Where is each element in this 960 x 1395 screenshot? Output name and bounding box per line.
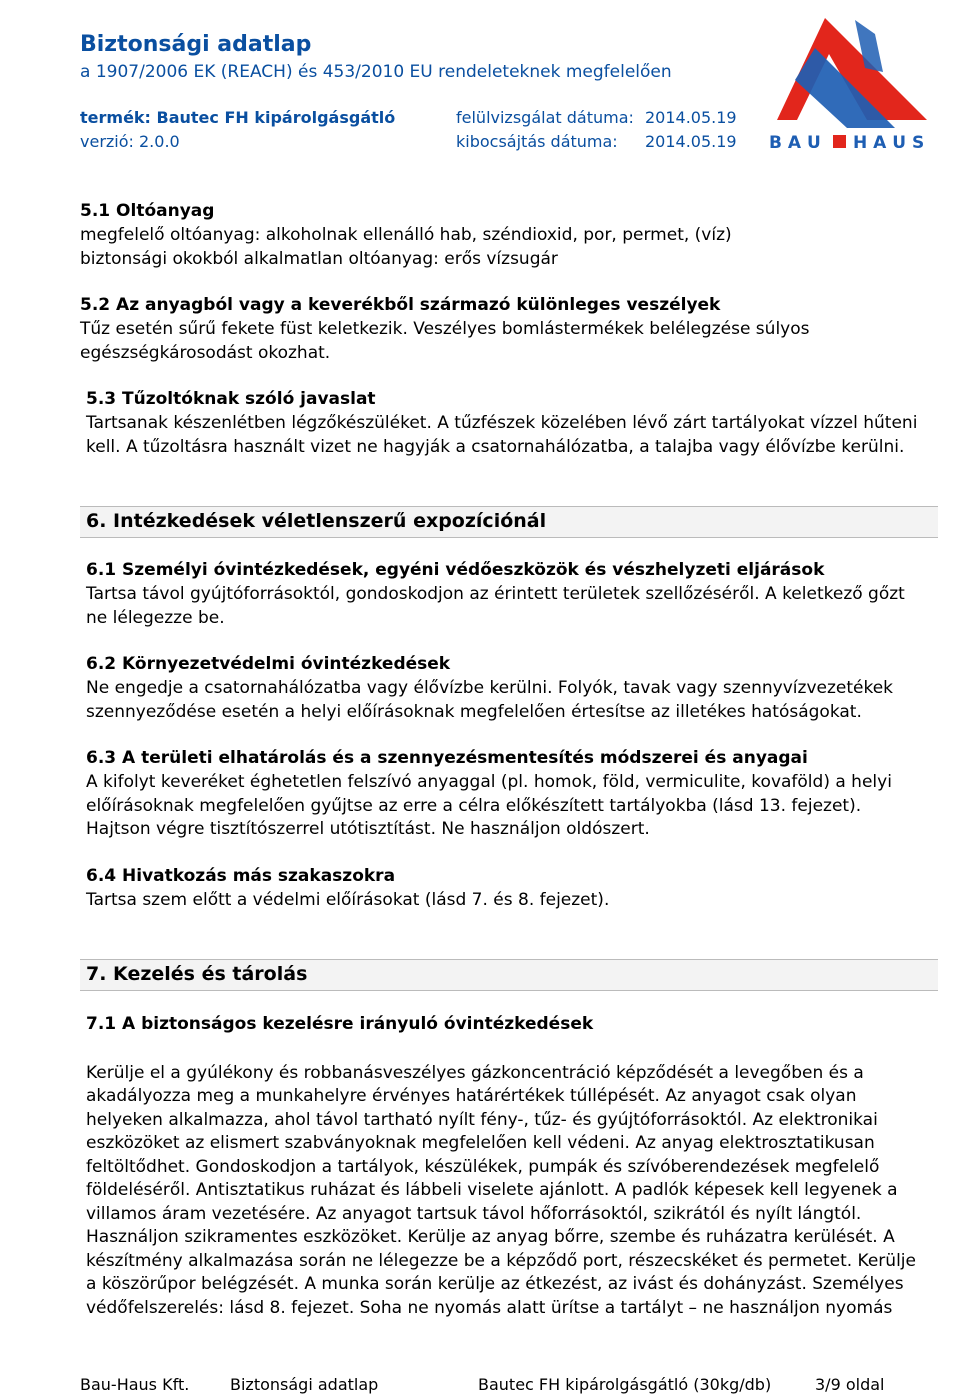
section-6-2-title: 6.2 Környezetvédelmi óvintézkedések (86, 654, 451, 674)
section-7-1-line: akadályozza meg a munkahelyre érvényes határértékek túllépését. Az anyagot csak olyan (86, 1086, 857, 1106)
section-7-1-line: feltöltődhet. Gondoskodjon a tartályok, készülékek, pumpák és szívóberendezések megfelelő (86, 1157, 880, 1177)
section-5-3-line: kell. A tűzoltásra használt vizet ne hagyják a csatornahálózatba, a talajba vagy élővízbe kerülni. (86, 437, 905, 457)
footer-page-number: 3/9 oldal (815, 1375, 885, 1394)
version-label: verzió: 2.0.0 (80, 132, 180, 151)
footer-product: Bautec FH kipárolgásgátló (30kg/db) (478, 1375, 772, 1394)
bauhaus-logo (755, 10, 955, 160)
logo-wordmark (769, 133, 924, 153)
section-5-1-line: biztonsági okokból alkalmatlan oltóanyag: erős vízsugár (80, 249, 558, 269)
issue-date-label: kibocsájtás dátuma: (456, 132, 618, 151)
section-5-1-line: megfelelő oltóanyag: alkoholnak ellenálló hab, széndioxid, por, permet, (víz) (80, 225, 732, 245)
section-6-4-line: Tartsa szem előtt a védelmi előírásokat (lásd 7. és 8. fejezet). (86, 890, 610, 910)
footer-document: Biztonsági adatlap (230, 1375, 379, 1394)
section-6-3-line: A kifolyt keveréket éghetetlen felszívó anyaggal (pl. homok, föld, vermiculite, kovaföld) a helyi (86, 772, 892, 792)
section-5-3-line: Tartsanak készenlétben légzőkészüléket. A tűzfészek közelében lévő zárt tartályokat vízzel hűteni (86, 413, 918, 433)
document-title: Biztonsági adatlap (80, 32, 312, 57)
section-6-header (80, 506, 938, 538)
section-6-3-line: Hajtson végre tisztítószerrel utótisztítást. Ne használjon oldószert. (86, 819, 650, 839)
section-6-1-title: 6.1 Személyi óvintézkedések, egyéni védőeszközök és vészhelyzeti eljárások (86, 560, 825, 580)
section-7-1-line: helyeken alkalmazza, ahol távol tartható nyílt fény-, tűz- és gyújtóforrásoktól. Az elektronikai (86, 1110, 878, 1130)
section-7-1-title: 7.1 A biztonságos kezelésre irányuló óvintézkedések (86, 1014, 594, 1034)
section-6-3-title: 6.3 A területi elhatárolás és a szennyezésmentesítés módszerei és anyagai (86, 748, 808, 768)
section-7-1-line: Használjon szikramentes eszközöket. Kerülje az anyag bőrre, szembe és ruházatra kerülését. A (86, 1227, 895, 1247)
issue-date-value: 2014.05.19 (645, 132, 737, 151)
section-5-1-title: 5.1 Oltóanyag (80, 201, 215, 221)
footer-company: Bau-Haus Kft. (80, 1375, 190, 1394)
svg-text:H A U S: H A U S (853, 133, 925, 153)
section-5-2-title: 5.2 Az anyagból vagy a keverékből származó különleges veszélyek (80, 295, 721, 315)
section-7-title: 7. Kezelés és tárolás (86, 963, 308, 985)
section-6-2-line: szennyeződése esetén a helyi előírásoknak megfelelően értesítse az illetékes hatóságokat. (86, 702, 862, 722)
document-subtitle: a 1907/2006 EK (REACH) és 453/2010 EU rendeleteknek megfelelően (80, 62, 672, 82)
section-7-1-line: eszközöket az elismert szabványoknak megfelelően kell védeni. Az anyag elektrosztatikusan (86, 1133, 875, 1153)
section-6-1-line: Tartsa távol gyújtóforrásoktól, gondoskodjon az érintett területek szellőzéséről. A keletkező gőzt (86, 584, 905, 604)
section-6-4-title: 6.4 Hivatkozás más szakaszokra (86, 866, 396, 886)
review-date-label: felülvizsgálat dátuma: (456, 108, 634, 127)
section-7-1-line: villamos áram vezetésére. Az anyagot tartsuk távol hőforrásoktól, szikrától és nyílt lángtól. (86, 1204, 862, 1224)
section-7-1-line: Kerülje el a gyúlékony és robbanásveszélyes gázkoncentráció képződését a levegőben és a (86, 1063, 864, 1083)
section-5-3-title: 5.3 Tűzoltóknak szóló javaslat (86, 389, 376, 409)
review-date-value: 2014.05.19 (645, 108, 737, 127)
section-7-1-line: földeléséről. Antisztatikus ruházat és lábbeli viselete ajánlott. A padlók képesek kell legyenek a (86, 1180, 898, 1200)
section-5-2-line: Tűz esetén sűrű fekete füst keletkezik. Veszélyes bomlástermékek belélegzése súlyos (80, 319, 810, 339)
section-5-2-line: egészségkárosodást okozhat. (80, 343, 331, 363)
section-7-1-line: védőfelszerelés: lásd 8. fejezet. Soha ne nyomás alatt ürítse a tartályt – ne használjon nyomás (86, 1298, 893, 1318)
svg-text:B A U: B A U (769, 133, 821, 153)
section-7-1-line: készítmény alkalmazása során ne lélegezze be a képződő port, részecskéket és permetet. Kerülje (86, 1251, 916, 1271)
section-7-1-line: a köszörűpor belégzését. A munka során kerülje az étkezést, az ivást és dohányzást. Személyes (86, 1274, 904, 1294)
section-6-1-line: ne lélegezze be. (86, 608, 225, 628)
section-6-title: 6. Intézkedések véletlenszerű expozíciónál (86, 510, 547, 532)
product-label: termék: Bautec FH kipárolgásgátló (80, 108, 396, 127)
section-7-header (80, 959, 938, 991)
section-6-2-line: Ne engedje a csatornahálózatba vagy élővízbe kerülni. Folyók, tavak vagy szennyvízvezetékek (86, 678, 894, 698)
section-6-3-line: előírásoknak megfelelően gyűjtse az erre a célra előkészített tartályokba (lásd 13. fejezet). (86, 796, 862, 816)
